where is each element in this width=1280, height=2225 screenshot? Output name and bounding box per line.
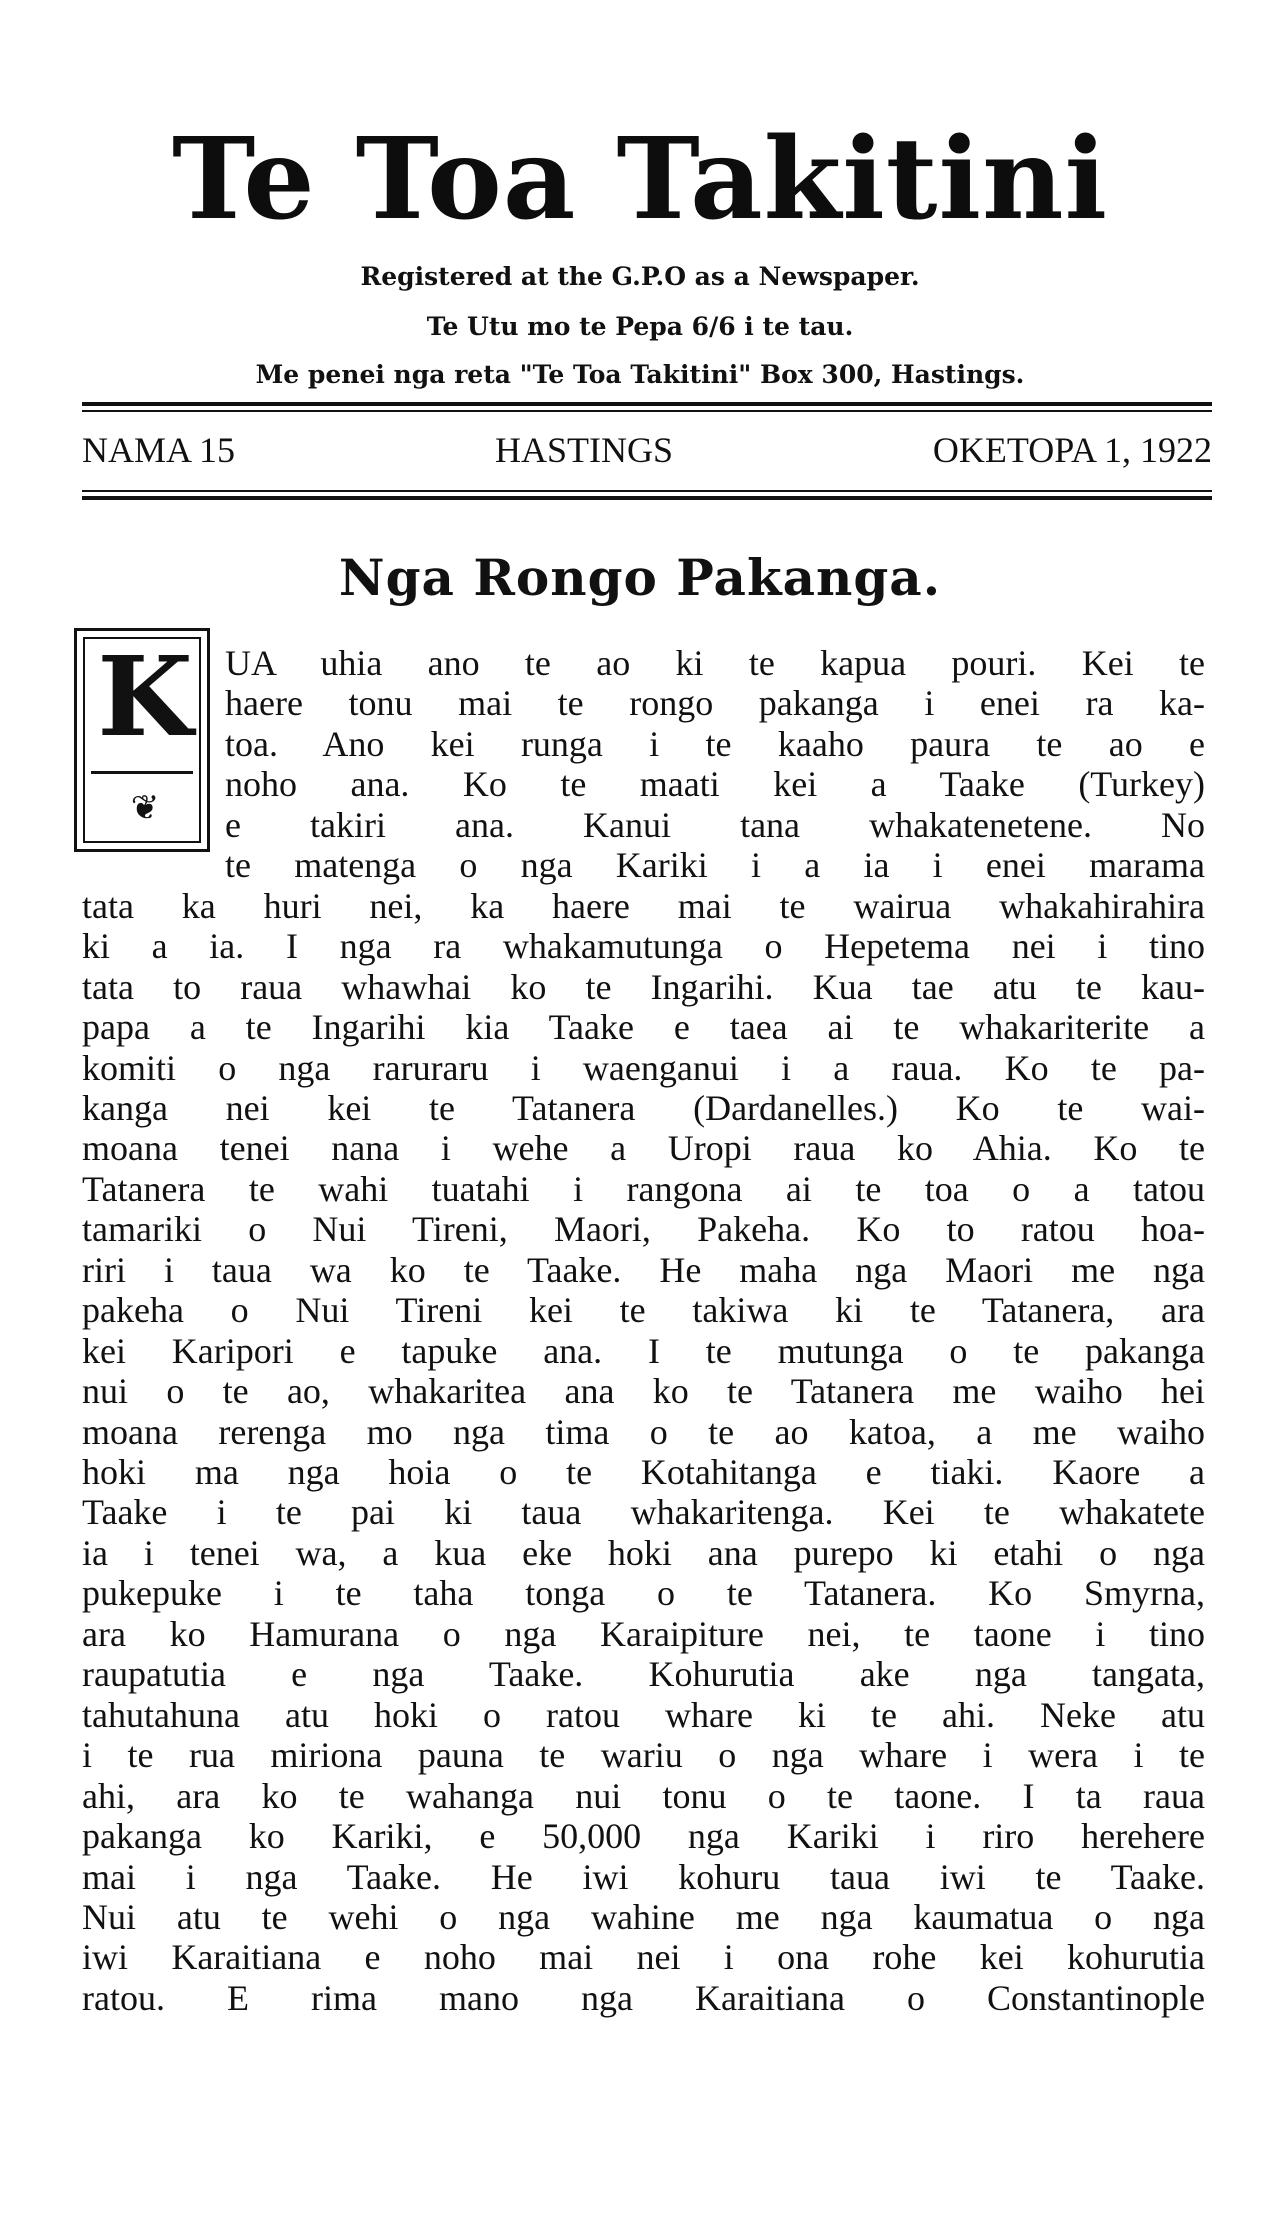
article-line: e takiri ana. Kanui tana whakatenetene. No bbox=[225, 805, 1205, 845]
issue-date: OKETOPA 1, 1922 bbox=[932, 430, 1212, 470]
article-line: komiti o nga raruraru i waenganui i a raua. Ko te pa- bbox=[82, 1048, 1205, 1088]
dropcap-letter: K bbox=[97, 632, 193, 761]
article-line: tata ka huri nei, ka haere mai te wairua whakahirahira bbox=[82, 886, 1205, 926]
article-line: ia i tenei wa, a kua eke hoki ana purepo ki etahi o nga bbox=[82, 1533, 1205, 1573]
article-line: pakeha o Nui Tireni kei te takiwa ki te Tatanera, ara bbox=[82, 1290, 1205, 1330]
article-line: pakanga ko Kariki, e 50,000 nga Kariki i riro herehere bbox=[82, 1816, 1205, 1856]
article-line: tamariki o Nui Tireni, Maori, Pakeha. Ko to ratou hoa- bbox=[82, 1209, 1205, 1249]
article-line: ki a ia. I nga ra whakamutunga o Hepetema nei i tino bbox=[82, 926, 1205, 966]
bottom-rule-thick bbox=[82, 496, 1212, 500]
dropcap-box bbox=[74, 628, 210, 852]
article-line: noho ana. Ko te maati kei a Taake (Turkey) bbox=[225, 764, 1205, 804]
fleuron-icon: ❦ bbox=[130, 790, 160, 827]
article-line: moana tenei nana i wehe a Uropi raua ko Ahia. Ko te bbox=[82, 1128, 1205, 1168]
article-line: tahutahuna atu hoki o ratou whare ki te ahi. Neke atu bbox=[82, 1695, 1205, 1735]
article-headline: Nga Rongo Pakanga. bbox=[338, 548, 942, 607]
issue-row bbox=[82, 425, 1212, 475]
article-line: ara ko Hamurana o nga Karaipiture nei, te taone i tino bbox=[82, 1614, 1205, 1654]
article-line: ratou. E rima mano nga Karaitiana o Constantinople bbox=[82, 1978, 1205, 2018]
top-rule-thin bbox=[82, 410, 1212, 412]
issue-number: NAMA 15 bbox=[82, 430, 236, 470]
masthead-title: Te Toa Takitini bbox=[171, 114, 1109, 245]
article-line: moana rerenga mo nga tima o te ao katoa, a me waiho bbox=[82, 1412, 1205, 1452]
issue-place: HASTINGS bbox=[494, 430, 673, 470]
article-line: Nui atu te wehi o nga wahine me nga kaumatua o nga bbox=[82, 1897, 1205, 1937]
masthead-price: Te Utu mo te Pepa 6/6 i te tau. bbox=[426, 312, 854, 341]
article-line: mai i nga Taake. He iwi kohuru taua iwi te Taake. bbox=[82, 1857, 1205, 1897]
article-line: Tatanera te wahi tuatahi i rangona ai te toa o a tatou bbox=[82, 1169, 1205, 1209]
article-line: ahi, ara ko te wahanga nui tonu o te taone. I ta raua bbox=[82, 1776, 1205, 1816]
article-line: Taake i te pai ki taua whakaritenga. Kei te whakatete bbox=[82, 1492, 1205, 1532]
article-line: te matenga o nga Kariki i a ia i enei marama bbox=[225, 845, 1205, 885]
article-line: nui o te ao, whakaritea ana ko te Tatanera me waiho hei bbox=[82, 1371, 1205, 1411]
article-line: hoki ma nga hoia o te Kotahitanga e tiaki. Kaore a bbox=[82, 1452, 1205, 1492]
article-line: i te rua miriona pauna te wariu o nga whare i wera i te bbox=[82, 1735, 1205, 1775]
article-line: papa a te Ingarihi kia Taake e taea ai te whakariterite a bbox=[82, 1007, 1205, 1047]
dropcap-divider bbox=[91, 771, 193, 774]
article-line: pukepuke i te taha tonga o te Tatanera. Ko Smyrna, bbox=[82, 1573, 1205, 1613]
article-line: riri i taua wa ko te Taake. He maha nga Maori me nga bbox=[82, 1250, 1205, 1290]
article-line: kei Karipori e tapuke ana. I te mutunga o te pakanga bbox=[82, 1331, 1205, 1371]
article-line: raupatutia e nga Taake. Kohurutia ake nga tangata, bbox=[82, 1654, 1205, 1694]
article-line: tata to raua whawhai ko te Ingarihi. Kua tae atu te kau- bbox=[82, 967, 1205, 1007]
article-line: iwi Karaitiana e noho mai nei i ona rohe kei kohurutia bbox=[82, 1937, 1205, 1977]
masthead-registered: Registered at the G.P.O as a Newspaper. bbox=[360, 262, 920, 291]
bottom-rule-thin bbox=[82, 490, 1212, 492]
article-line: toa. Ano kei runga i te kaaho paura te ao e bbox=[225, 724, 1205, 764]
article-line: kanga nei kei te Tatanera (Dardanelles.) Ko te wai- bbox=[82, 1088, 1205, 1128]
article-line: UA uhia ano te ao ki te kapua pouri. Kei te bbox=[225, 643, 1205, 683]
masthead-address: Me penei nga reta "Te Toa Takitini" Box 300, Hastings. bbox=[255, 360, 1025, 389]
article-line: haere tonu mai te rongo pakanga i enei ra ka- bbox=[225, 683, 1205, 723]
top-rule-thick bbox=[82, 402, 1212, 406]
